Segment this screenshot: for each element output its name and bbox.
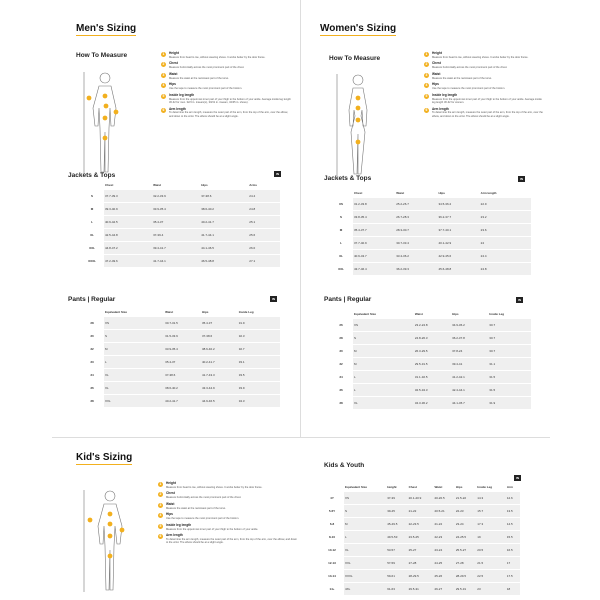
table-row: XXL 43.7-46.4 36.2-39.3 45.6-48.8 24.8 (329, 262, 531, 275)
list-item: 6 Arm length To determine the arm length, measure the outer part of the arm, from the top of the arm, over the elbow, and down to the wrist. The elbow should be at a slight angle. (159, 533, 297, 545)
table-row: 5-6Y S 39-45 21-22 20.5-21 22-23 15.7 13.5 (320, 504, 520, 517)
mens-pants-unit: IN (272, 297, 275, 301)
womens-panel (301, 0, 550, 437)
table-row: XXL 44.8-47.2 39.4-41.7 44.1-46.5 26.0 (80, 241, 280, 254)
table-row: S 33.8-35.4 26.7-28.3 36.2-37.7 23.2 (329, 210, 531, 223)
table-row: 30 M 26.3-29.5 37.8-24 30.7 (329, 344, 531, 357)
list-item: 1 Height Measure from head to toe, without wearing shoes. It works better by the door frame. (425, 51, 529, 59)
mens-jackets-table: Chest Waist Hips Arms S 37.7-39.3 32.2-33.9 37-38.6 24.4 M 39.3-40.9 33.9-35.4 38.6-40.2 24.8 L 40.9-42.5 35.4-37 40.2-41.7 25.1 XL 42.5-44.8 37-39.4 41.7-44.1 25.6 XXL 44.8-47.2 39.4-41.7 44.1-46.5 26.0 XXXL 47.2-49.6 41.7-44.1 46.5-48.8 27.1 (80, 181, 280, 267)
womens-steps (424, 52, 544, 121)
kids-title: Kid's Sizing (76, 452, 133, 463)
list-item: 5 Inside leg length Measure from the uppermost inner part of your thigh to the bottom of your ankle. Average inside leg length 30-32 for women. (425, 92, 542, 104)
kids-table-unit: IN (516, 476, 519, 480)
list-item: 1 Height Measure from head to toe, without wearing shoes. It works better by the door frame. (159, 481, 263, 489)
table-row: L 40.9-42.5 35.4-37 40.2-41.7 25.1 (80, 215, 280, 228)
table-row: XL 40.9-43.7 33.4-36.2 42.9-45.6 24.4 (329, 249, 531, 262)
table-row: L 37.7-40.9 30.7-33.4 40.1-42.9 24 (329, 236, 531, 249)
table-row: 36 L 32.5-34.3 42.4-44.1 31.5 (329, 383, 531, 396)
table-row: 26 XS 23.2-24.8 34.9-36.2 30.7 (329, 318, 531, 331)
womens-body-figure-icon (333, 70, 383, 180)
table-row: 32 M 33.9-35.4 38.6-40.2 32.7 (80, 342, 280, 355)
mens-pants-table: Equivalent Size Waist Hips Inside Leg 28 XS 30.7-31.5 35.4-37 31.9 30 S 31.5-33.9 37-38.6 32.3 32 M 33.9-35.4 38.6-40.2 32.7 33 L 35.4-37 40.2-41.7 33.1 34 XL 37-38.6 41.7-43.3 33.5 36 XL 38.6-40.2 43.3-44.9 33.9 38 XXL 40.2-41.7 44.9-46.5 34.3 (80, 308, 280, 407)
mens-how-title: How To Measure (76, 52, 128, 59)
table-row: 34 L 31.1-32.5 41.2-42.1 31.5 (329, 370, 531, 383)
mens-title: Men's Sizing (76, 23, 137, 34)
table-row: S 37.7-39.3 32.2-33.9 37-38.6 24.4 (80, 189, 280, 202)
mens-pants-title: Pants | Regular (68, 296, 116, 303)
list-item: 4 Hips Use the tape to measure the most prominent part of the bottom. (159, 512, 240, 521)
womens-title: Women's Sizing (320, 23, 397, 34)
mens-jackets-title: Jackets & Tops (68, 172, 116, 179)
womens-pants-table: Equivalent Size Waist Hips Inside Leg 26 XS 23.2-24.8 34.9-36.2 30.7 28 S 24.8-26.3 36.2-37.8 30.7 30 M 26.3-29.5 37.8-24 30.7 32 M 29.5-31.5 39.4-41 31.1 34 L 31.1-32.5 41.2-42.1 31.5 36 L 32.5-34.3 42.4-44.1 31.5 38 XL 34.3-36.2 44.1-45.7 31.9 (329, 310, 531, 409)
kids-steps (158, 482, 298, 548)
list-item: 3 Waist Measure the waist at the narrowest part of the torso. (162, 71, 229, 80)
list-item: 5 Inside leg length Measure from the uppermost inner part of your thigh to the bottom of your ankle. (159, 522, 259, 531)
table-row: 12-13 XXL 57-59 27-28 24-25 27-28 21.5 17 (320, 556, 520, 569)
list-item: 5 Inside leg length Measure from the uppermost inner part of your thigh to the bottom of your ankle. Average inside leg length 30-32 for men. 32/3 in. inseam(s), 30/31 in. inseam, 34/35 in. shoes). (162, 92, 291, 104)
table-row: 30 S 31.5-33.9 37-38.6 32.3 (80, 329, 280, 342)
table-row: 36 XL 38.6-40.2 43.3-44.9 33.9 (80, 381, 280, 394)
table-row: 4Y XS 37-39 20.1-20.9 20-20.5 21.5-22 14.3 12.6 (320, 491, 520, 504)
table-row: XS 31.2-33.8 25.2-26.7 34.5-36.2 22.9 (329, 197, 531, 210)
list-item: 2 Chest Measure horizontally across the most prominent part of the chest. (159, 491, 242, 500)
womens-pants-unit: IN (518, 298, 521, 302)
womens-pants-title: Pants | Regular (324, 296, 372, 303)
kids-body-figure-icon (80, 486, 140, 596)
womens-how-title: How To Measure (329, 55, 381, 62)
table-row: M 39.3-40.9 33.9-35.4 38.6-40.2 24.8 (80, 202, 280, 215)
womens-jackets-unit: IN (520, 177, 523, 181)
table-row: 33 L 35.4-37 40.2-41.7 33.1 (80, 355, 280, 368)
table-row: M 35.4-37.7 28.3-30.7 37.7-40.1 23.6 (329, 223, 531, 236)
kids-panel (52, 438, 550, 600)
mens-body-figure-icon (80, 68, 130, 178)
list-item: 3 Waist Measure the waist at the narrowest part of the torso. (159, 501, 226, 510)
list-item: 2 Chest Measure horizontally across the most prominent part of the chest. (162, 61, 245, 70)
list-item: 6 Arm length To determine the arm length, measure the outer part of the arm, from the top of the arm, over the elbow, and down to the wrist. The elbow should be at a slight angle. (425, 106, 543, 118)
table-row: 34 XL 37-38.6 41.7-43.3 33.5 (80, 368, 280, 381)
table-row: XL 42.5-44.8 37-39.4 41.7-44.1 25.6 (80, 228, 280, 241)
table-row: XXXL 47.2-49.6 41.7-44.1 46.5-48.8 27.1 (80, 254, 280, 267)
kids-table-title: Kids & Youth (324, 462, 365, 469)
table-row: 38 XL 34.3-36.2 44.1-45.7 31.9 (329, 396, 531, 409)
mens-panel (52, 0, 300, 437)
womens-jackets-title: Jackets & Tops (324, 175, 372, 182)
table-row: 38 XXL 40.2-41.7 44.9-46.5 34.3 (80, 394, 280, 407)
table-row: 10-12 XL 53-57 25-27 23-24 25.5-27 20.5 16.5 (320, 543, 520, 556)
list-item: 4 Hips Use the tape to measure the most prominent part of the bottom. (162, 82, 243, 91)
table-row: 13-14 XXXL 59-61 28-29.5 25-26 28-29.5 22.5 17.5 (320, 569, 520, 582)
list-item: 6 Arm length To determine the arm length, measure the outer part of the arm, from the top of the arm, over the elbow, and down to the wrist. The elbow should be at a slight angle. (162, 106, 288, 118)
mens-steps (161, 52, 291, 121)
mens-jackets-unit: IN (276, 172, 279, 176)
table-row: 8-10 L 49.5-53 23.5-25 22-23 24-25.5 19 15.5 (320, 530, 520, 543)
list-item: 2 Chest Measure horizontally across the most prominent part of the chest. (425, 61, 508, 70)
kids-table: Equivalent Size Height Chest Waist Hips Inside Leg Arm 4Y XS 37-39 20.1-20.9 20-20.5 21.5-22 14.3 12.6 5-6Y S 39-45 21-22 20.5-21 22-23 15.7 13.5 6-8 M 45-49.5 22-23.5 21-22 23-24 17.3 14.5 8-10 L 49.5-53 23.5-25 22-23 24-25.5 19 15.5 10-12 XL 53-57 25-27 23-24 25.5-27 20.5 16.5 12-13 XXL 57-59 27-28 24-25 27-28 21.5 17 13-14 XXXL 59-61 28-29.5 25-26 28-29.5 22.5 17.5 14+ 4XL 61-63 29.5-31 26-27 29.5-31 23 18 (320, 483, 520, 595)
table-row: 6-8 M 45-49.5 22-23.5 21-22 23-24 17.3 14.5 (320, 517, 520, 530)
table-row: 14+ 4XL 61-63 29.5-31 26-27 29.5-31 23 18 (320, 582, 520, 595)
list-item: 4 Hips Use the tape to measure the most prominent part of the bottom. (425, 82, 506, 91)
womens-jackets-table: Chest Waist Hips Arm length XS 31.2-33.8 25.2-26.7 34.5-36.2 22.9 S 33.8-35.4 26.7-28.3 36.2-37.7 23.2 M 35.4-37.7 28.3-30.7 37.7-40.1 23.6 L 37.7-40.9 30.7-33.4 40.1-42.9 24 XL 40.9-43.7 33.4-36.2 42.9-45.6 24.4 XXL 43.7-46.4 36.2-39.3 45.6-48.8 24.8 (329, 189, 531, 275)
list-item: 1 Height Measure from head to toe, without wearing shoes. It works better by the door frame. (162, 51, 266, 59)
table-row: 28 XS 30.7-31.5 35.4-37 31.9 (80, 316, 280, 329)
table-row: 28 S 24.8-26.3 36.2-37.8 30.7 (329, 331, 531, 344)
table-row: 32 M 29.5-31.5 39.4-41 31.1 (329, 357, 531, 370)
list-item: 3 Waist Measure the waist at the narrowest part of the torso. (425, 71, 492, 80)
